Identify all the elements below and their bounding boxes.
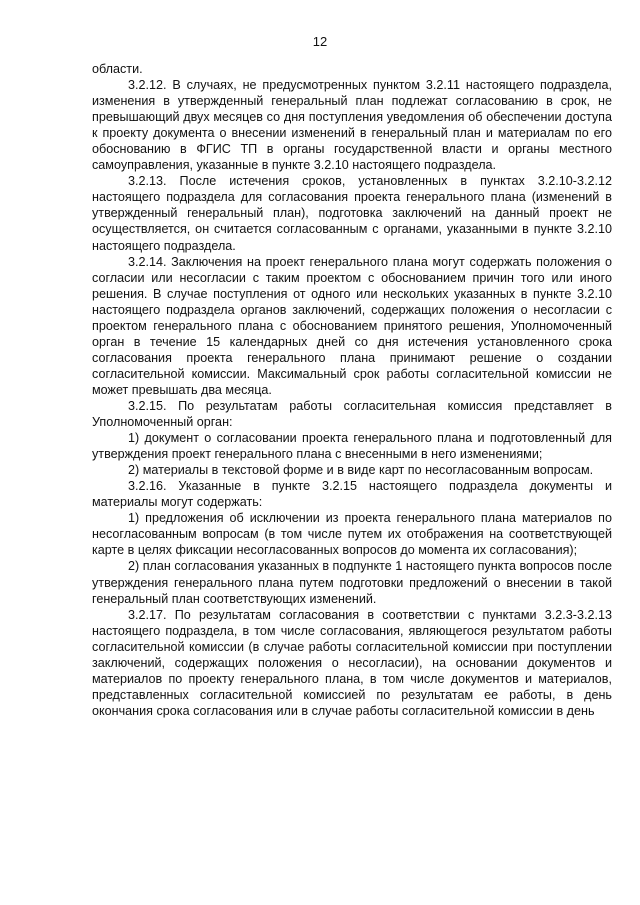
document-body [92, 61, 612, 719]
list-item-3-2-16-1: 1) предложения об исключении из проекта генерального плана материалов по несогласованным вопросам (в том числе путем их отображения на соответствующей карте в целях фиксации несогласованных вопросов до момента их согласования); [92, 511, 612, 558]
page-number: 12 [312, 34, 328, 49]
list-item-3-2-15-1: 1) документ о согласовании проекта генерального плана и подготовленный для утверждения проект генерального плана с внесенными в него изменениями; [92, 431, 612, 462]
paragraph-3-2-16: 3.2.16. Указанные в пункте 3.2.15 настоящего подраздела документы и материалы могут содержать: [92, 479, 612, 510]
paragraph-3-2-13: 3.2.13. После истечения сроков, установленных в пунктах 3.2.10-3.2.12 настоящего подраздела для согласования проекта генерального плана (изменений в утвержденный генеральный план), подготовка заключений на данный проект не осуществляется, он считается согласованным с органами, указанными в пункте 3.2.10 настоящего подраздела. [92, 174, 612, 253]
paragraph-continuation: области. [92, 62, 143, 76]
paragraph-3-2-17: 3.2.17. По результатам согласования в соответствии с пунктами 3.2.3-3.2.13 настоящего подраздела, в том числе согласования, являющегося результатом работы согласительной комиссии (в случае работы согласительной комиссии при поступлении заключений, содержащих положения о несогласии), на основании документов и материалов по проекту генерального плана, в том числе документов и материалов, представленных согласительной комиссией по результатам ее работы, в день окончания срока согласования или в случае работы согласительной комиссии в день [92, 607, 612, 718]
paragraph-3-2-12: 3.2.12. В случаях, не предусмотренных пунктом 3.2.11 настоящего подраздела, изменения в утвержденный генеральный план подлежат согласованию в срок, не превышающий двух месяцев со дня поступления уведомления об обеспечении доступа к проекту документа о внесении изменений в генеральный план и материалам по его обоснованию в ФГИС ТП в органы государственной власти и органы местного самоуправления, указанные в пункте 3.2.10 настоящего подраздела. [92, 78, 612, 173]
paragraph-3-2-14: 3.2.14. Заключения на проект генерального плана могут содержать положения о согласии или несогласии с таким проектом с обоснованием причин того или иного решения. В случае поступления от одного или нескольких указанных в пункте 3.2.10 настоящего подраздела органов заключений, содержащих положения о несогласии с проектом генерального плана с обоснованием принятого решения, Уполномоченный орган в течение 15 календарных дней со дня истечения установленного срока согласования проекта генерального плана принимают решение о создании согласительной комиссии. Максимальный срок работы согласительной комиссии не может превышать два месяца. [92, 254, 612, 397]
paragraph-3-2-15: 3.2.15. По результатам работы согласительная комиссия представляет в Уполномоченный орган: [92, 398, 612, 430]
list-item-3-2-15-2: 2) материалы в текстовой форме и в виде карт по несогласованным вопросам. [128, 463, 594, 478]
list-item-3-2-16-2: 2) план согласования указанных в подпункте 1 настоящего пункта вопросов после утверждения генерального плана путем подготовки предложений о внесении в такой генеральный план соответствующих изменений. [92, 559, 612, 606]
